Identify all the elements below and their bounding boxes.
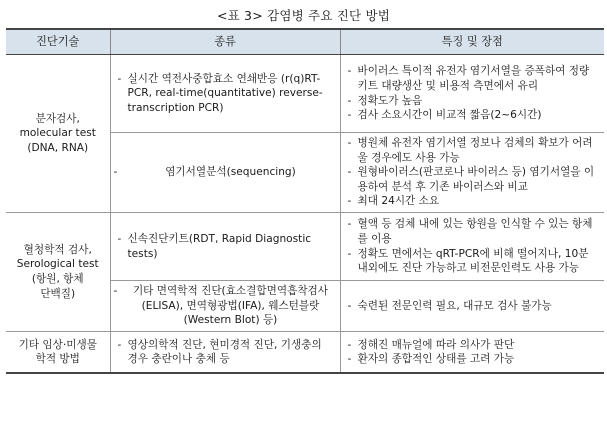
feature-item: - 환자의 종합적인 상태를 고려 가능 — [347, 352, 599, 367]
category-line: 단백질) — [40, 287, 76, 300]
category-cell — [6, 331, 110, 373]
table-row — [6, 331, 604, 373]
header-features: 특징 및 장점 — [340, 29, 604, 55]
feature-item: - 원형바이러스(판코로나 바이러스 등) 염기서열을 이용하여 분석 후 기존 바이러스와 비교 — [347, 165, 599, 194]
type-item: - 실시간 역전사중합효소 연쇄반응 (r(q)RT-PCR, real-time(quantitative) reverse-transcription PCR) — [117, 72, 334, 116]
header-row — [6, 29, 604, 55]
table-row — [6, 213, 604, 281]
type-cell — [110, 281, 340, 332]
category-line: 분자검사, — [35, 112, 80, 125]
type-cell — [110, 213, 340, 281]
feature-item: - 정해진 매뉴얼에 따라 의사가 판단 — [347, 338, 599, 353]
type-cell — [110, 55, 340, 133]
category-line: (DNA, RNA) — [27, 141, 89, 154]
header-technique: 진단기술 — [6, 29, 110, 55]
type-item: - 염기서열분석(sequencing) — [113, 165, 338, 180]
feature-item: - 혈액 등 검체 내에 있는 항원을 인식할 수 있는 항체를 이용 — [347, 217, 599, 246]
header-type: 종류 — [110, 29, 340, 55]
category-line: Serological test — [16, 258, 99, 271]
category-cell — [6, 55, 110, 213]
table-caption: <표 3> 감염병 주요 진단 방법 — [216, 8, 391, 23]
category-line: 학적 방법 — [35, 353, 80, 366]
feature-item: - 병원체 유전자 염기서열 정보나 검체의 확보가 어려울 경우에도 사용 가능 — [347, 136, 599, 165]
feature-item: - 바이러스 특이적 유전자 염기서열을 증폭하여 정량키트 대량생산 및 비용적 측면에서 유리 — [347, 64, 599, 93]
type-cell — [110, 133, 340, 213]
feature-item: - 최대 24시간 소요 — [347, 194, 599, 209]
features-cell — [340, 331, 604, 373]
feature-item: - 정확도가 높음 — [347, 94, 599, 109]
category-line: 기타 임상·미생물 — [18, 338, 97, 351]
category-cell — [6, 213, 110, 332]
feature-item: - 검사 소요시간이 비교적 짧음(2~6시간) — [347, 108, 599, 123]
feature-item: - 숙련된 전문인력 필요, 대규모 검사 불가능 — [347, 299, 599, 314]
features-cell — [340, 281, 604, 332]
features-cell — [340, 213, 604, 281]
type-item: - 신속진단키트(RDT, Rapid Diagnostic tests) — [117, 232, 334, 261]
category-line: molecular test — [19, 127, 96, 140]
feature-item: - 정확도 면에서는 qRT-PCR에 비해 떨어지나, 10분 내외에도 진단 가능하고 비전문인력도 사용 가능 — [347, 247, 599, 276]
features-cell — [340, 55, 604, 133]
type-item: - 기타 면역학적 진단(효소결합면역흡착검사(ELISA), 면역형광법(IFA), 웨스턴블랏 (Western Blot) 등) — [113, 284, 338, 328]
diagnosis-methods-table — [6, 28, 604, 374]
table-row — [6, 55, 604, 133]
category-line: 혈청학적 검사, — [23, 243, 92, 256]
features-cell — [340, 133, 604, 213]
category-line: (항원, 항체 — [31, 272, 84, 285]
type-cell — [110, 331, 340, 373]
type-item: - 영상의학적 진단, 현미경적 진단, 기생충의 경우 충란이나 충체 등 — [117, 338, 334, 367]
